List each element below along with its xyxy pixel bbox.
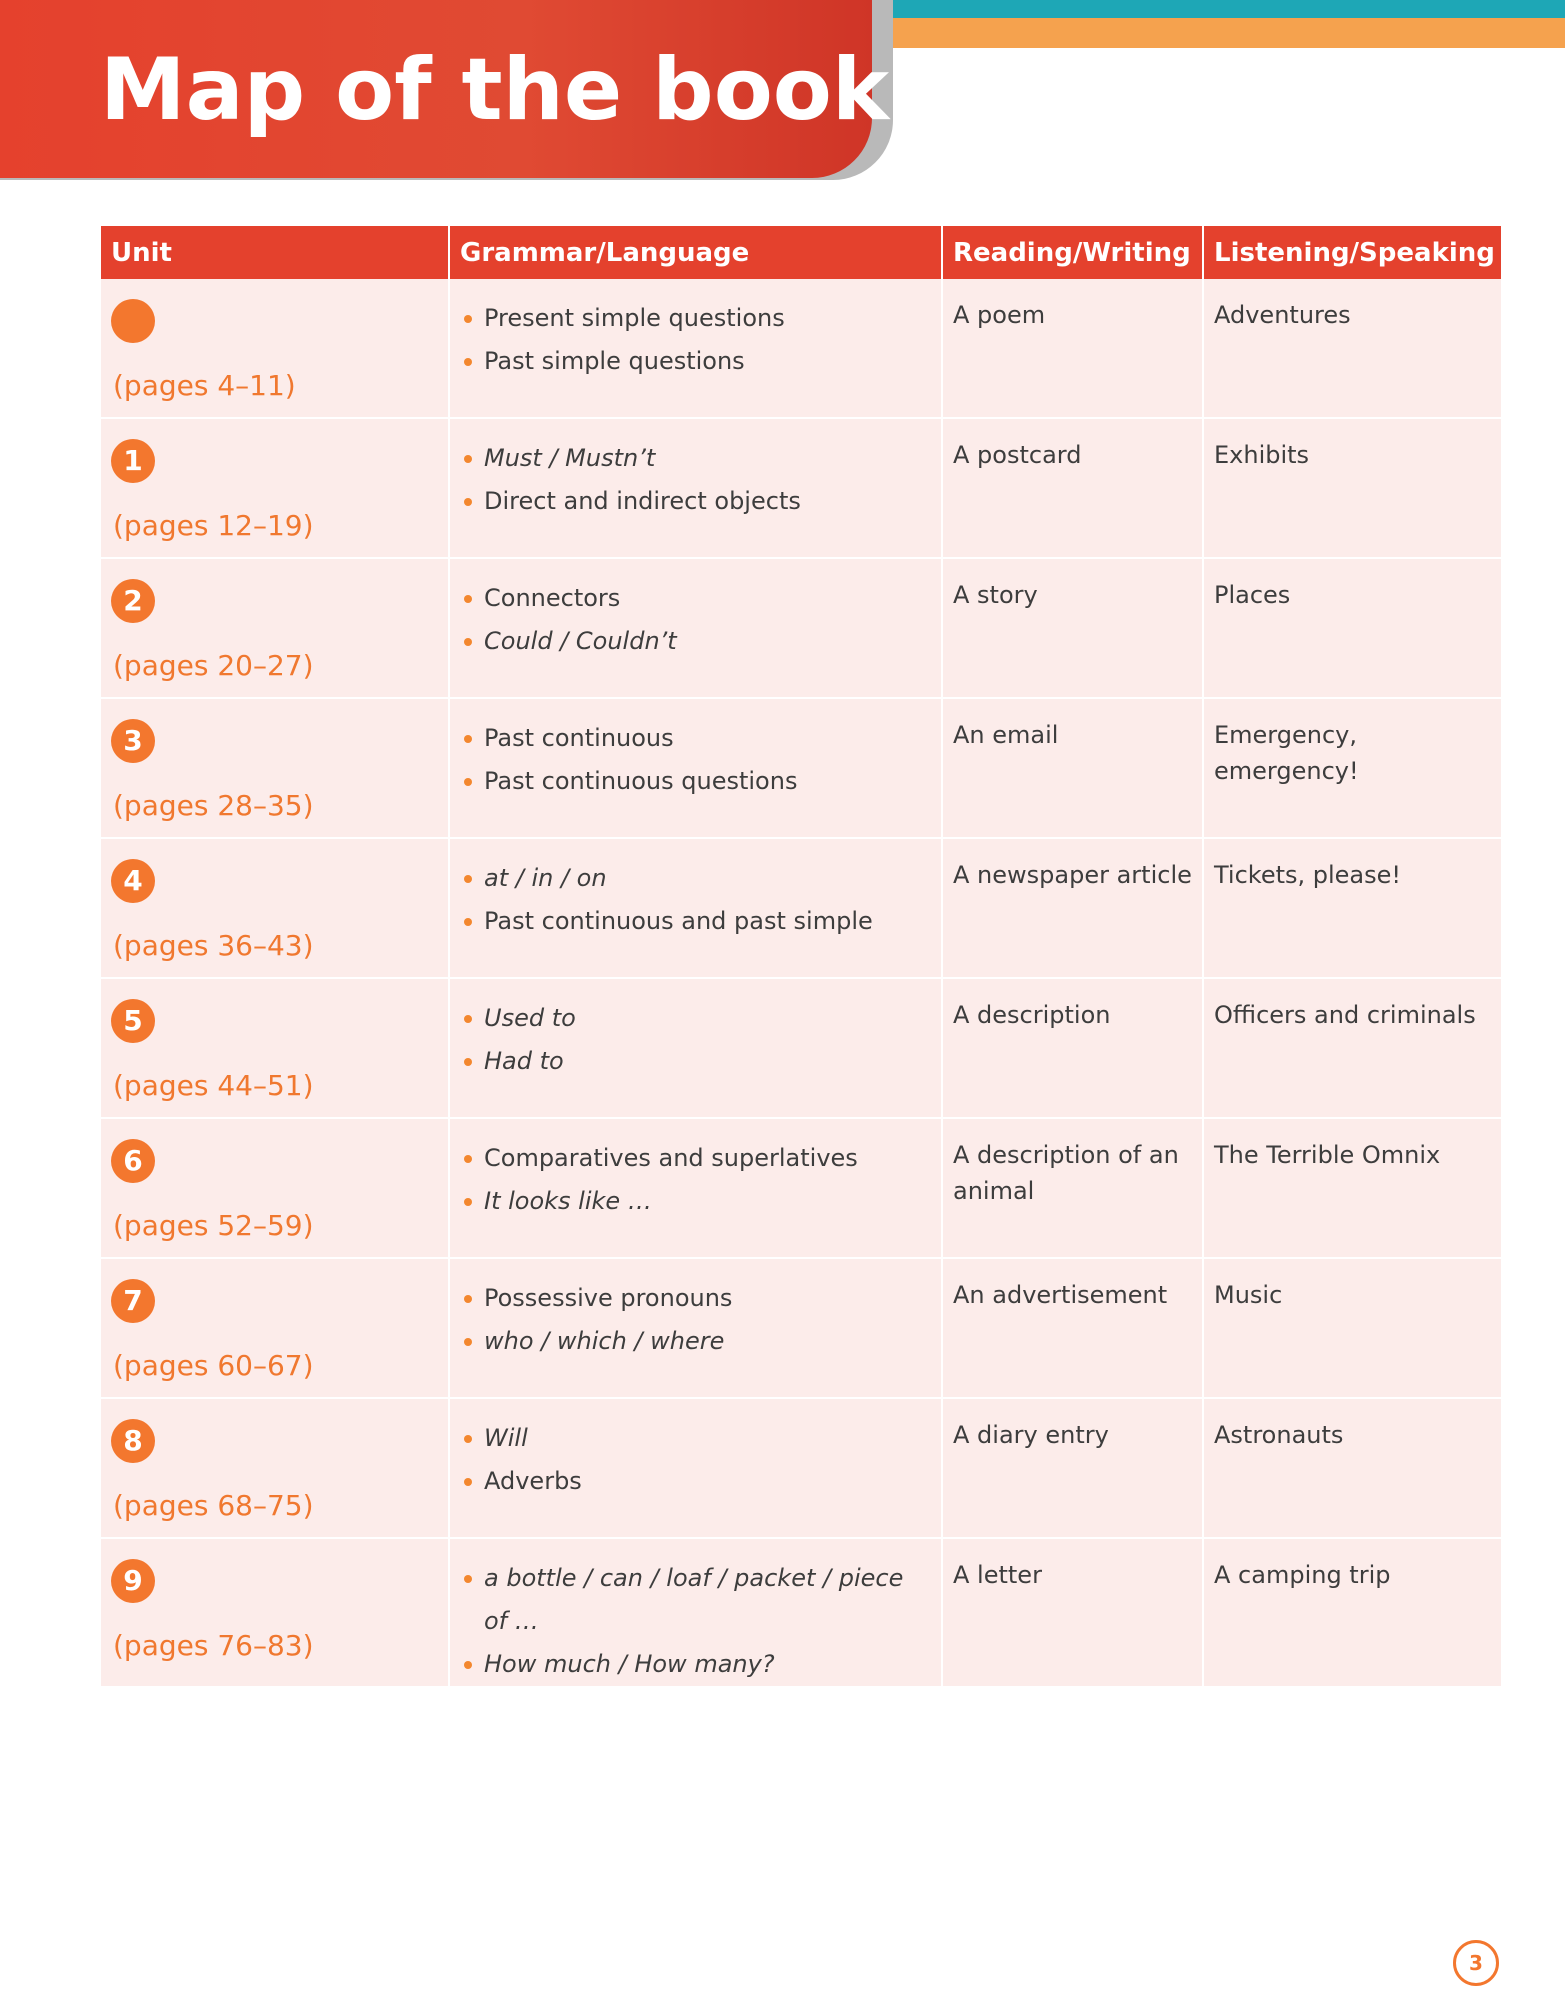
unit-number-badge: 8 (111, 1419, 155, 1463)
listening-cell (1203, 558, 1501, 698)
listening-text: Astronauts (1214, 1421, 1344, 1449)
grammar-item: who / which / where (460, 1320, 931, 1363)
table-row (101, 838, 1501, 978)
reading-text: A diary entry (953, 1421, 1109, 1449)
grammar-item: Could / Couldn’t (460, 620, 931, 663)
listening-cell (1203, 1258, 1501, 1398)
grammar-item: a bottle / can / loaf / packet / piece of … (460, 1557, 931, 1643)
unit-pages: (pages 28–35) (113, 789, 314, 822)
listening-cell (1203, 978, 1501, 1118)
grammar-cell (449, 978, 942, 1118)
reading-cell (942, 1118, 1203, 1258)
listening-text: The Terrible Omnix (1214, 1141, 1441, 1169)
top-orange-band (860, 18, 1565, 48)
unit-number-badge: 6 (111, 1139, 155, 1183)
table-row (101, 418, 1501, 558)
unit-number-badge: 9 (111, 1559, 155, 1603)
unit-cell (101, 1398, 449, 1538)
reading-text: An advertisement (953, 1281, 1168, 1309)
unit-cell (101, 1258, 449, 1398)
grammar-item: Past continuous and past simple (460, 900, 931, 943)
grammar-item: Connectors (460, 577, 931, 620)
grammar-list (460, 279, 931, 383)
header-unit: Unit (101, 226, 449, 279)
header-reading: Reading/Writing (942, 226, 1203, 279)
grammar-cell (449, 1258, 942, 1398)
table-row (101, 1538, 1501, 1687)
unit-pages: (pages 12–19) (113, 509, 314, 542)
unit-cell (101, 558, 449, 698)
grammar-item: Possessive pronouns (460, 1277, 931, 1320)
listening-text: Music (1214, 1281, 1283, 1309)
grammar-cell (449, 558, 942, 698)
grammar-cell (449, 1398, 942, 1538)
reading-cell (942, 1538, 1203, 1687)
grammar-list (460, 839, 931, 943)
unit-number-badge: 4 (111, 859, 155, 903)
listening-cell (1203, 1538, 1501, 1687)
grammar-item: at / in / on (460, 857, 931, 900)
table-row (101, 978, 1501, 1118)
grammar-list (460, 1119, 931, 1223)
reading-text: A letter (953, 1561, 1042, 1589)
grammar-list (460, 699, 931, 803)
grammar-item: Must / Mustn’t (460, 437, 931, 480)
unit-cell (101, 279, 449, 418)
grammar-item: Past continuous (460, 717, 931, 760)
unit-cell (101, 1118, 449, 1258)
reading-cell (942, 558, 1203, 698)
grammar-cell (449, 1118, 942, 1258)
unit-number-badge: 2 (111, 579, 155, 623)
grammar-list (460, 1259, 931, 1363)
reading-text: A newspaper article (953, 861, 1192, 889)
listening-text: Adventures (1214, 301, 1351, 329)
reading-cell (942, 279, 1203, 418)
grammar-item: How much / How many? (460, 1643, 931, 1686)
map-table (101, 226, 1501, 1688)
header-listening: Listening/Speaking (1203, 226, 1501, 279)
listening-cell (1203, 698, 1501, 838)
unit-number-badge: 1 (111, 439, 155, 483)
table-row (101, 698, 1501, 838)
grammar-item: Past simple questions (460, 340, 931, 383)
header-grammar: Grammar/Language (449, 226, 942, 279)
table-row (101, 558, 1501, 698)
listening-text: Places (1214, 581, 1291, 609)
reading-cell (942, 698, 1203, 838)
listening-cell (1203, 1118, 1501, 1258)
unit-cell (101, 698, 449, 838)
reading-cell (942, 418, 1203, 558)
grammar-item: Direct and indirect objects (460, 480, 931, 523)
grammar-cell (449, 279, 942, 418)
unit-pages: (pages 68–75) (113, 1489, 314, 1522)
unit-pages: (pages 4–11) (113, 369, 296, 402)
unit-pages: (pages 60–67) (113, 1349, 314, 1382)
grammar-item: It looks like … (460, 1180, 931, 1223)
unit-pages: (pages 36–43) (113, 929, 314, 962)
reading-cell (942, 978, 1203, 1118)
table-row (101, 1258, 1501, 1398)
grammar-cell (449, 418, 942, 558)
grammar-cell (449, 1538, 942, 1687)
reading-cell (942, 1258, 1203, 1398)
reading-text: A postcard (953, 441, 1082, 469)
grammar-cell (449, 698, 942, 838)
grammar-item: Will (460, 1417, 931, 1460)
unit-pages: (pages 20–27) (113, 649, 314, 682)
listening-text: A camping trip (1214, 1561, 1391, 1589)
page-title: Map of the book (100, 40, 890, 140)
grammar-item: Had to (460, 1040, 931, 1083)
unit-number-badge (111, 299, 155, 343)
listening-cell (1203, 1398, 1501, 1538)
grammar-cell (449, 838, 942, 978)
grammar-item: Adverbs (460, 1460, 931, 1503)
grammar-item: Past continuous questions (460, 760, 931, 803)
reading-text: A story (953, 581, 1038, 609)
listening-text: Officers and criminals (1214, 1001, 1476, 1029)
grammar-list (460, 979, 931, 1083)
unit-pages: (pages 76–83) (113, 1629, 314, 1662)
top-teal-band (860, 0, 1565, 18)
listening-text: Tickets, please! (1214, 861, 1402, 889)
unit-number-badge: 3 (111, 719, 155, 763)
grammar-list (460, 1399, 931, 1503)
reading-text: A description (953, 1001, 1111, 1029)
unit-number-badge: 5 (111, 999, 155, 1043)
reading-cell (942, 1398, 1203, 1538)
table-header-row (101, 226, 1501, 279)
unit-pages: (pages 44–51) (113, 1069, 314, 1102)
reading-text: A description of an animal (953, 1141, 1179, 1205)
grammar-item: Comparatives and superlatives (460, 1137, 931, 1180)
listening-cell (1203, 838, 1501, 978)
grammar-item: Used to (460, 997, 931, 1040)
reading-text: An email (953, 721, 1059, 749)
listening-cell (1203, 418, 1501, 558)
page-number: 3 (1453, 1940, 1499, 1986)
unit-number-badge: 7 (111, 1279, 155, 1323)
unit-cell (101, 838, 449, 978)
grammar-list (460, 559, 931, 663)
grammar-list (460, 1539, 931, 1686)
table-row (101, 1398, 1501, 1538)
table-row (101, 279, 1501, 418)
listening-text: Emergency, emergency! (1214, 721, 1359, 785)
listening-text: Exhibits (1214, 441, 1310, 469)
reading-text: A poem (953, 301, 1046, 329)
unit-pages: (pages 52–59) (113, 1209, 314, 1242)
grammar-item: Present simple questions (460, 297, 931, 340)
reading-cell (942, 838, 1203, 978)
listening-cell (1203, 279, 1501, 418)
grammar-list (460, 419, 931, 523)
table-row (101, 1118, 1501, 1258)
unit-cell (101, 978, 449, 1118)
unit-cell (101, 1538, 449, 1687)
unit-cell (101, 418, 449, 558)
